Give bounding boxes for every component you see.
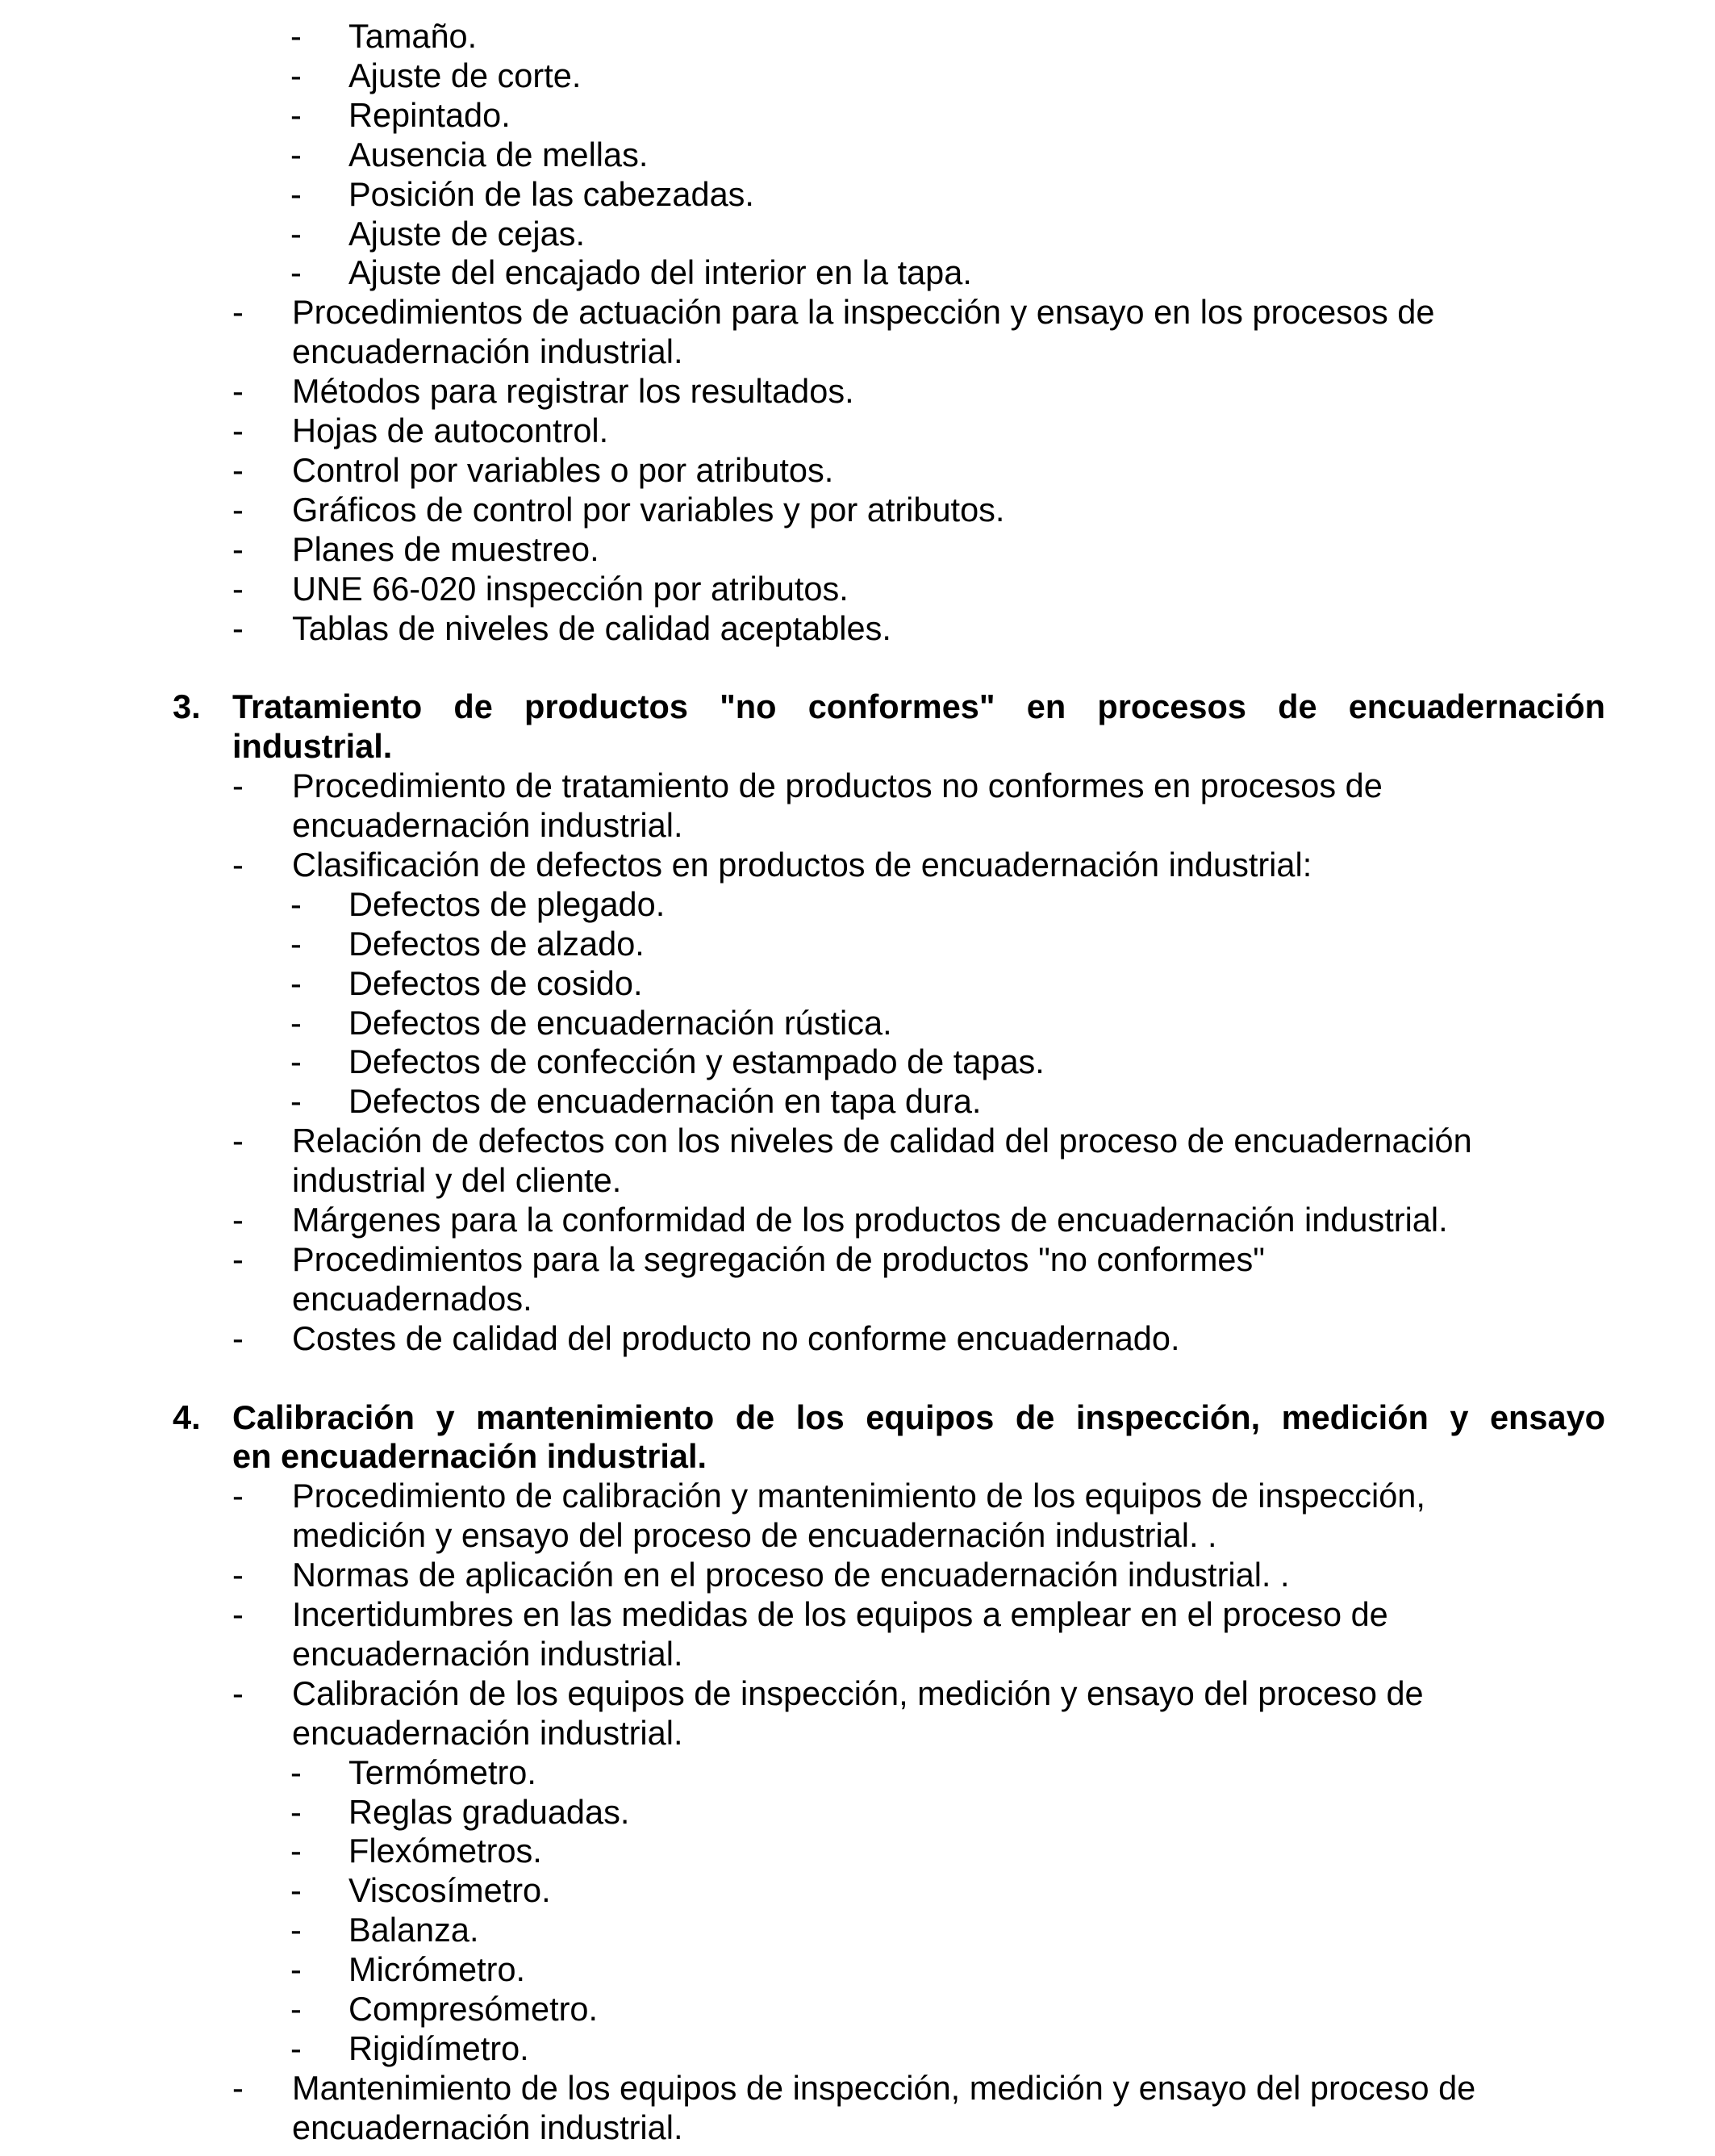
- list-item-text: Mantenimiento de los equipos de inspección, medición y ensayo del proceso de: [292, 2068, 1476, 2107]
- bullet-dash: -: [290, 1871, 302, 1910]
- sub-list-item: [0, 1792, 1715, 1832]
- list-item-text: Viscosímetro.: [348, 1871, 551, 1910]
- list-item-text: Procedimiento de tratamiento de productos no conformes en procesos de: [292, 767, 1383, 805]
- bullet-dash: -: [290, 2029, 302, 2067]
- list-item-text: Procedimiento de calibración y mantenimiento de los equipos de inspección,: [292, 1477, 1425, 1515]
- list-item: [0, 569, 1715, 608]
- sub-list-item: [0, 1989, 1715, 2029]
- bullet-dash: -: [290, 135, 302, 173]
- list-item-text: Hojas de autocontrol.: [292, 412, 609, 449]
- list-item-text: Calibración de los equipos de inspección, medición y ensayo del proceso de: [292, 1673, 1424, 1712]
- bullet-dash: -: [232, 767, 244, 805]
- list-item-continuation: [0, 332, 1715, 371]
- list-item: [0, 529, 1715, 569]
- list-item-text: Tablas de niveles de calidad aceptables.: [292, 608, 891, 647]
- list-item: [0, 1673, 1715, 1713]
- list-item-text: Procedimientos de actuación para la inspección y ensayo en los procesos de: [292, 293, 1435, 332]
- bullet-dash: -: [290, 1042, 302, 1081]
- sub-list-item: [0, 1831, 1715, 1870]
- list-item-text: Rigidímetro.: [348, 2029, 529, 2067]
- list-item: [0, 1594, 1715, 1634]
- list-item: [0, 845, 1715, 884]
- section-number: 4.: [173, 1398, 201, 1436]
- list-item-continuation: [0, 1713, 1715, 1753]
- bullet-dash: -: [232, 1239, 244, 1278]
- list-item-text: medición y ensayo del proceso de encuadernación industrial. .: [292, 1516, 1217, 1555]
- list-item-continuation: [0, 1515, 1715, 1555]
- section-heading-continuation: [0, 1436, 1715, 1476]
- sub-list-item: [0, 253, 1715, 292]
- bullet-dash: -: [290, 174, 302, 213]
- list-item-text: Métodos para registrar los resultados.: [292, 372, 854, 411]
- bullet-dash: -: [290, 1003, 302, 1042]
- list-item-continuation: [0, 805, 1715, 845]
- sub-list-item: [0, 1003, 1715, 1042]
- list-item-text: industrial y del cliente.: [292, 1161, 622, 1200]
- list-item-text: Tamaño.: [348, 17, 478, 55]
- bullet-dash: -: [232, 569, 244, 608]
- bullet-dash: -: [290, 963, 302, 1002]
- list-item-text: Compresómetro.: [348, 1990, 599, 2028]
- bullet-dash: -: [232, 1673, 244, 1712]
- list-item-text: Repintado.: [348, 95, 511, 134]
- list-item-text: Reglas graduadas.: [348, 1792, 630, 1831]
- bullet-dash: -: [290, 56, 302, 94]
- list-item-text: Termómetro.: [348, 1753, 536, 1791]
- list-item: [0, 411, 1715, 450]
- bullet-dash: -: [232, 1122, 244, 1160]
- bullet-dash: -: [290, 1950, 302, 1989]
- bullet-dash: -: [232, 293, 244, 332]
- bullet-dash: -: [232, 1318, 244, 1357]
- list-item: [0, 2068, 1715, 2108]
- sub-list-item: [0, 1081, 1715, 1121]
- section-heading: [0, 1398, 1715, 1437]
- bullet-dash: -: [232, 845, 244, 884]
- list-item: [0, 1200, 1715, 1239]
- list-item-text: Defectos de alzado.: [348, 924, 645, 963]
- list-item-text: Ajuste de cejas.: [348, 214, 585, 253]
- list-item-text: encuadernación industrial.: [292, 1713, 683, 1752]
- list-item-text: encuadernación industrial.: [292, 332, 683, 371]
- bullet-dash: -: [232, 608, 244, 647]
- section-heading-continuation: [0, 726, 1715, 766]
- section-title: en encuadernación industrial.: [232, 1437, 707, 1476]
- bullet-dash: -: [290, 17, 302, 55]
- bullet-dash: -: [290, 95, 302, 134]
- list-item-text: encuadernación industrial.: [292, 2108, 683, 2146]
- sub-list-item: [0, 2029, 1715, 2068]
- bullet-dash: -: [232, 2068, 244, 2107]
- section-title: Calibración y mantenimiento de los equipos de inspección, medición y ensayo: [232, 1398, 1605, 1436]
- bullet-dash: -: [290, 214, 302, 253]
- bullet-dash: -: [232, 490, 244, 529]
- sub-list-item: [0, 16, 1715, 56]
- list-item-text: Costes de calidad del producto no conforme encuadernado.: [292, 1318, 1180, 1357]
- list-item: [0, 371, 1715, 411]
- bullet-dash: -: [290, 1832, 302, 1870]
- list-item: [0, 1476, 1715, 1515]
- sub-list-item: [0, 1753, 1715, 1792]
- list-item-text: Defectos de plegado.: [348, 884, 666, 923]
- list-item: [0, 450, 1715, 490]
- list-item-text: encuadernación industrial.: [292, 806, 683, 844]
- sub-list-item: [0, 95, 1715, 135]
- bullet-dash: -: [290, 1753, 302, 1791]
- bullet-dash: -: [290, 924, 302, 963]
- list-item-text: Balanza.: [348, 1911, 479, 1949]
- list-item-text: Ajuste del encajado del interior en la tapa.: [348, 253, 972, 292]
- list-item-continuation: [0, 1634, 1715, 1673]
- bullet-dash: -: [232, 1477, 244, 1515]
- list-item-text: Normas de aplicación en el proceso de encuadernación industrial. .: [292, 1556, 1290, 1594]
- list-item-text: Defectos de confección y estampado de tapas.: [348, 1042, 1045, 1081]
- list-item-text: Flexómetros.: [348, 1832, 542, 1870]
- bullet-dash: -: [232, 1595, 244, 1633]
- list-item-continuation: [0, 1160, 1715, 1200]
- list-item-text: Procedimientos para la segregación de productos "no conformes": [292, 1239, 1265, 1278]
- sub-list-item: [0, 135, 1715, 174]
- sub-list-item: [0, 1910, 1715, 1949]
- list-item-text: UNE 66-020 inspección por atributos.: [292, 569, 849, 608]
- list-item: [0, 608, 1715, 648]
- bullet-dash: -: [232, 372, 244, 411]
- list-item: [0, 766, 1715, 805]
- list-item-text: encuadernados.: [292, 1279, 532, 1318]
- list-item: [0, 1555, 1715, 1594]
- sub-list-item: [0, 1949, 1715, 1989]
- list-item-continuation: [0, 2108, 1715, 2147]
- bullet-dash: -: [290, 253, 302, 292]
- list-item-text: Posición de las cabezadas.: [348, 174, 754, 213]
- list-item-text: Márgenes para la conformidad de los productos de encuadernación industrial.: [292, 1201, 1448, 1239]
- sub-list-item: [0, 174, 1715, 214]
- sub-list-item: [0, 214, 1715, 253]
- section-number: 3.: [173, 687, 201, 726]
- bullet-dash: -: [290, 884, 302, 923]
- list-item: [0, 1318, 1715, 1358]
- bullet-dash: -: [232, 529, 244, 568]
- bullet-dash: -: [290, 1792, 302, 1831]
- sub-list-item: [0, 1042, 1715, 1081]
- list-item-text: Gráficos de control por variables y por atributos.: [292, 490, 1005, 529]
- sub-list-item: [0, 963, 1715, 1003]
- bullet-dash: -: [232, 1556, 244, 1594]
- section-title: Tratamiento de productos "no conformes" en procesos de encuadernación: [232, 687, 1605, 726]
- sub-list-item: [0, 924, 1715, 963]
- sub-list-item: [0, 56, 1715, 95]
- section-heading: [0, 687, 1715, 726]
- list-item: [0, 292, 1715, 332]
- list-item-text: Control por variables o por atributos.: [292, 450, 834, 489]
- list-item-continuation: [0, 1279, 1715, 1318]
- list-item: [0, 490, 1715, 529]
- sub-list-item: [0, 884, 1715, 924]
- bullet-dash: -: [290, 1082, 302, 1121]
- list-item-text: Clasificación de defectos en productos de encuadernación industrial:: [292, 845, 1312, 884]
- list-item-text: Planes de muestreo.: [292, 529, 599, 568]
- bullet-dash: -: [290, 1911, 302, 1949]
- list-item-text: Defectos de encuadernación en tapa dura.: [348, 1082, 982, 1121]
- bullet-dash: -: [232, 412, 244, 449]
- list-item-text: Defectos de encuadernación rústica.: [348, 1003, 892, 1042]
- bullet-dash: -: [290, 1990, 302, 2028]
- list-item-text: Ausencia de mellas.: [348, 135, 649, 173]
- list-item-text: Defectos de cosido.: [348, 963, 643, 1002]
- list-item-text: Relación de defectos con los niveles de calidad del proceso de encuadernación: [292, 1122, 1472, 1160]
- list-item-text: encuadernación industrial.: [292, 1634, 683, 1673]
- bullet-dash: -: [232, 1201, 244, 1239]
- bullet-dash: -: [232, 450, 244, 489]
- list-item-text: Ajuste de corte.: [348, 56, 582, 94]
- sub-list-item: [0, 1870, 1715, 1910]
- list-item-text: Incertidumbres en las medidas de los equipos a emplear en el proceso de: [292, 1595, 1388, 1633]
- list-item: [0, 1121, 1715, 1160]
- list-item-text: Micrómetro.: [348, 1950, 526, 1989]
- section-title: industrial.: [232, 727, 393, 766]
- list-item: [0, 1239, 1715, 1279]
